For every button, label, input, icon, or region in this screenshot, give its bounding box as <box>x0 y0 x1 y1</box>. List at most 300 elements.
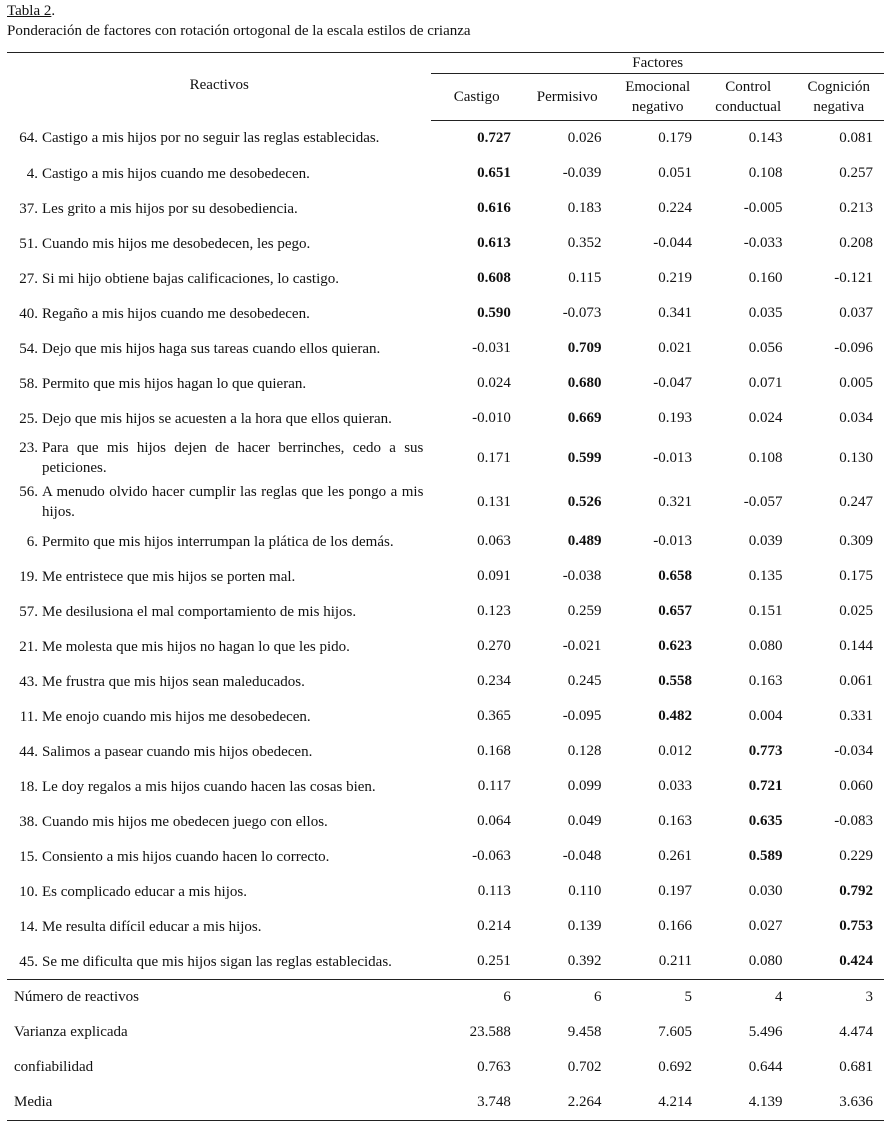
loading-cell <box>703 559 794 594</box>
loading-value: 0.175 <box>839 568 873 584</box>
table-row <box>7 594 884 629</box>
loading-value-primary: 0.608 <box>477 270 511 286</box>
loading-value: 0.257 <box>839 165 873 181</box>
item-statement: Dejo que mis hijos se acuesten a la hora que ellos quieran. <box>42 410 392 427</box>
loading-value: 0.135 <box>748 568 783 584</box>
loading-value: 0.261 <box>658 848 692 864</box>
item-cell <box>7 261 431 296</box>
summary-value: 7.605 <box>658 1024 692 1040</box>
loading-value: -0.021 <box>562 638 602 654</box>
summary-value: 5.496 <box>748 1024 783 1040</box>
header-factores: Factores <box>431 53 884 74</box>
loading-cell <box>522 121 613 157</box>
loading-cell <box>431 594 522 629</box>
loading-cell <box>793 261 884 296</box>
summary-value: 4.214 <box>612 1085 703 1121</box>
loading-cell <box>703 769 794 804</box>
loading-cell <box>612 629 703 664</box>
summary-value: 0.692 <box>658 1059 692 1075</box>
loading-cell <box>703 524 794 559</box>
summary-value: 23.588 <box>469 1024 511 1040</box>
item-text <box>7 164 431 184</box>
header-column <box>703 74 794 121</box>
header-column <box>612 74 703 121</box>
item-number: 58. <box>19 375 38 392</box>
header-reactivos: Reactivos <box>189 77 249 93</box>
item-text <box>7 882 431 902</box>
loading-cell <box>793 121 884 157</box>
loading-value: 0.049 <box>567 813 602 829</box>
loading-cell <box>793 594 884 629</box>
summary-row <box>7 980 884 1016</box>
loading-cell <box>612 769 703 804</box>
loading-cell <box>703 121 794 157</box>
item-number: 23. <box>19 440 38 456</box>
header-column-line: Emocional <box>625 79 691 95</box>
summary-value: 5 <box>612 980 703 1016</box>
item-statement: Me molesta que mis hijos no hagan lo que les pido. <box>42 638 350 655</box>
loading-value: 0.130 <box>839 449 873 466</box>
table-row <box>7 524 884 559</box>
loading-value: 0.025 <box>839 603 873 619</box>
item-cell <box>7 874 431 909</box>
loading-cell <box>431 436 522 480</box>
item-cell <box>7 839 431 874</box>
loading-value: 0.026 <box>567 130 602 146</box>
loading-value: 0.063 <box>477 533 511 549</box>
item-text <box>7 409 431 429</box>
loading-cell <box>612 226 703 261</box>
loading-cell <box>522 874 613 909</box>
loading-cell <box>431 156 522 191</box>
item-cell <box>7 559 431 594</box>
header-column <box>522 74 613 121</box>
loading-value: 0.197 <box>658 883 692 899</box>
loading-cell <box>522 331 613 366</box>
loading-cell <box>431 524 522 559</box>
loading-cell <box>703 331 794 366</box>
loading-value: 0.012 <box>658 743 692 759</box>
summary-label: Varianza explicada <box>14 1024 128 1040</box>
loading-value-primary: 0.482 <box>658 708 692 724</box>
table-label <box>7 3 55 20</box>
loading-value: 0.004 <box>748 708 783 724</box>
loading-value: 0.245 <box>567 673 602 689</box>
table-row <box>7 664 884 699</box>
loading-value: 0.051 <box>658 165 692 181</box>
loading-cell <box>793 944 884 980</box>
loading-value: 0.193 <box>658 410 692 426</box>
loading-value: 0.033 <box>658 778 692 794</box>
loading-cell <box>431 191 522 226</box>
item-text <box>7 777 431 797</box>
item-statement: Regaño a mis hijos cuando me desobedecen. <box>42 305 310 322</box>
loading-value: 0.224 <box>658 200 692 216</box>
item-number: 27. <box>19 270 38 287</box>
loading-value: -0.121 <box>834 270 873 286</box>
loading-cell <box>522 559 613 594</box>
item-statement: Permito que mis hijos interrumpan la plática de los demás. <box>42 533 394 550</box>
table-row <box>7 331 884 366</box>
item-cell <box>7 121 431 157</box>
loading-value-primary: 0.727 <box>477 130 511 146</box>
header-column-line: Permisivo <box>536 89 598 105</box>
loading-value-primary: 0.589 <box>748 848 783 864</box>
loading-cell <box>793 331 884 366</box>
loading-cell <box>522 226 613 261</box>
loading-cell <box>431 480 522 524</box>
item-text <box>7 374 431 394</box>
item-number: 43. <box>19 673 38 690</box>
loading-cell <box>793 839 884 874</box>
item-number: 38. <box>19 813 38 830</box>
item-text <box>7 234 431 254</box>
summary-value: 0.644 <box>748 1059 783 1075</box>
item-number: 51. <box>19 235 38 252</box>
loading-cell <box>612 944 703 980</box>
loading-cell <box>703 944 794 980</box>
table-caption: Ponderación de factores con rotación ortogonal de la escala estilos de crianza <box>7 23 471 39</box>
summary-value: 6 <box>522 980 613 1016</box>
loading-value: 0.123 <box>477 603 511 619</box>
table-row <box>7 366 884 401</box>
loading-value: -0.044 <box>653 235 692 251</box>
summary-value: 3.748 <box>431 1085 522 1121</box>
loading-cell <box>703 436 794 480</box>
loading-value: 0.091 <box>477 568 511 584</box>
item-number: 57. <box>19 603 38 620</box>
item-statement: Permito que mis hijos hagan lo que quieran. <box>42 375 307 392</box>
loading-value: 0.034 <box>839 410 873 426</box>
item-text <box>7 672 431 692</box>
loading-value: 0.321 <box>658 493 692 510</box>
item-statement: Me enojo cuando mis hijos me desobedecen. <box>42 708 311 725</box>
loading-cell <box>612 909 703 944</box>
loading-value: -0.034 <box>834 743 873 759</box>
loading-value: -0.063 <box>472 848 511 864</box>
item-cell <box>7 524 431 559</box>
table-row <box>7 699 884 734</box>
loading-cell <box>612 559 703 594</box>
item-number: 21. <box>19 638 38 655</box>
loading-value: 0.234 <box>477 673 511 689</box>
loading-cell <box>703 909 794 944</box>
item-text <box>7 742 431 762</box>
item-cell <box>7 769 431 804</box>
loading-value: -0.010 <box>472 410 511 426</box>
item-cell <box>7 226 431 261</box>
table-row <box>7 436 884 480</box>
loading-cell <box>703 156 794 191</box>
loading-value-primary: 0.489 <box>567 533 602 549</box>
loading-cell <box>612 436 703 480</box>
loading-value: 0.027 <box>748 918 783 934</box>
loading-value: -0.073 <box>562 305 602 321</box>
loading-cell <box>431 331 522 366</box>
table-row <box>7 874 884 909</box>
loading-cell <box>703 594 794 629</box>
loading-value: -0.033 <box>743 235 783 251</box>
loading-value: 0.179 <box>658 130 692 146</box>
item-statement: Castigo a mis hijos cuando me desobedecen. <box>42 165 310 182</box>
item-text <box>7 917 431 937</box>
loading-value: 0.110 <box>568 883 602 899</box>
item-text <box>7 482 431 522</box>
item-text <box>7 567 431 587</box>
loading-value: 0.080 <box>748 638 783 654</box>
loading-value-primary: 0.721 <box>748 778 783 794</box>
loading-cell <box>793 769 884 804</box>
loading-value: -0.083 <box>834 813 873 829</box>
loading-value: 0.024 <box>477 375 511 391</box>
loading-value: 0.213 <box>839 200 873 216</box>
loading-cell <box>431 559 522 594</box>
loading-cell <box>703 629 794 664</box>
item-text <box>7 532 431 552</box>
loading-cell <box>703 226 794 261</box>
loading-cell <box>522 769 613 804</box>
item-text <box>7 707 431 727</box>
loading-cell <box>793 629 884 664</box>
loading-value-primary: 0.613 <box>477 235 511 251</box>
loading-cell <box>703 480 794 524</box>
loading-value-primary: 0.526 <box>567 493 602 510</box>
loading-value: 0.163 <box>748 673 783 689</box>
item-number: 44. <box>19 743 38 760</box>
loading-cell <box>793 156 884 191</box>
loading-cell <box>612 839 703 874</box>
loading-value-primary: 0.753 <box>839 918 873 934</box>
loading-cell <box>612 261 703 296</box>
loading-cell <box>612 699 703 734</box>
loading-value: -0.013 <box>653 449 692 466</box>
loading-cell <box>612 331 703 366</box>
factor-loadings-table <box>7 52 884 1121</box>
loading-cell <box>612 734 703 769</box>
item-statement: Consiento a mis hijos cuando hacen lo correcto. <box>42 848 330 865</box>
loading-value: 0.139 <box>567 918 602 934</box>
loading-cell <box>522 436 613 480</box>
loading-cell <box>431 769 522 804</box>
item-statement: Me desilusiona el mal comportamiento de mis hijos. <box>42 603 357 620</box>
header-column <box>793 74 884 121</box>
loading-value: 0.108 <box>748 165 783 181</box>
loading-cell <box>522 366 613 401</box>
loading-value: 0.251 <box>477 953 511 969</box>
loading-value: 0.160 <box>748 270 783 286</box>
summary-value: 4.474 <box>839 1024 873 1040</box>
item-cell <box>7 296 431 331</box>
item-cell <box>7 331 431 366</box>
loading-cell <box>793 191 884 226</box>
table-label-suffix: . <box>51 3 56 19</box>
loading-value: 0.211 <box>658 953 692 969</box>
item-number: 64. <box>19 130 38 147</box>
loading-cell <box>793 874 884 909</box>
loading-value: 0.056 <box>748 340 783 356</box>
item-number: 56. <box>19 484 38 500</box>
loading-value: 0.099 <box>567 778 602 794</box>
loading-value: 0.021 <box>658 340 692 356</box>
loading-cell <box>431 699 522 734</box>
loading-cell <box>703 874 794 909</box>
item-cell <box>7 734 431 769</box>
loading-cell <box>612 594 703 629</box>
loading-value: 0.183 <box>567 200 602 216</box>
loading-cell <box>431 629 522 664</box>
header-column-line: conductual <box>715 99 782 115</box>
loading-cell <box>431 804 522 839</box>
summary-row <box>7 1085 884 1121</box>
table-row <box>7 629 884 664</box>
loading-value: -0.057 <box>743 493 783 510</box>
loading-cell <box>431 874 522 909</box>
item-statement: Le doy regalos a mis hijos cuando hacen las cosas bien. <box>42 778 376 795</box>
loading-cell <box>431 121 522 157</box>
table-header <box>7 53 884 121</box>
item-cell <box>7 594 431 629</box>
loading-value: 0.143 <box>748 130 783 146</box>
loading-cell <box>793 664 884 699</box>
loading-value: 0.081 <box>839 130 873 146</box>
item-cell <box>7 436 431 480</box>
summary-row <box>7 1015 884 1050</box>
item-cell <box>7 909 431 944</box>
item-text <box>7 438 431 478</box>
item-number: 14. <box>19 918 38 935</box>
loading-cell <box>793 909 884 944</box>
table-label-text: Tabla 2 <box>7 3 52 19</box>
item-statement: Si mi hijo obtiene bajas calificaciones, lo castigo. <box>42 270 340 287</box>
item-statement: Salimos a pasear cuando mis hijos obedecen. <box>42 743 313 760</box>
summary-value: 3 <box>793 980 884 1016</box>
loading-value: -0.031 <box>472 340 511 356</box>
loading-cell <box>612 121 703 157</box>
summary-value: 2.264 <box>522 1085 613 1121</box>
loading-cell <box>522 156 613 191</box>
loading-cell <box>703 366 794 401</box>
item-statement: Dejo que mis hijos haga sus tareas cuando ellos quieran. <box>42 340 381 357</box>
loading-cell <box>522 629 613 664</box>
loading-value-primary: 0.657 <box>658 603 692 619</box>
loading-value: 0.331 <box>839 708 873 724</box>
item-cell <box>7 480 431 524</box>
loading-value: 0.171 <box>477 449 511 466</box>
header-column-line: negativa <box>813 99 865 115</box>
loading-value: 0.005 <box>839 375 873 391</box>
loading-value: 0.309 <box>839 533 873 549</box>
item-statement: Se me dificulta que mis hijos sigan las reglas establecidas. <box>42 953 392 970</box>
loading-value: 0.131 <box>477 493 511 510</box>
loading-cell <box>612 156 703 191</box>
summary-label: Media <box>7 1085 431 1121</box>
item-cell <box>7 156 431 191</box>
item-text <box>7 269 431 289</box>
loading-cell <box>612 804 703 839</box>
header-column <box>431 74 522 121</box>
summary-row <box>7 1050 884 1085</box>
summary-value: 3.636 <box>793 1085 884 1121</box>
loading-cell <box>431 226 522 261</box>
loading-cell <box>612 191 703 226</box>
summary-label: Número de reactivos <box>7 980 431 1016</box>
loading-cell <box>522 909 613 944</box>
item-cell <box>7 804 431 839</box>
loading-value: 0.035 <box>748 305 783 321</box>
item-cell <box>7 699 431 734</box>
item-number: 40. <box>19 305 38 322</box>
loading-value-primary: 0.635 <box>748 813 783 829</box>
loading-value-primary: 0.792 <box>839 883 873 899</box>
loading-cell <box>431 296 522 331</box>
loading-value: 0.163 <box>658 813 692 829</box>
loading-cell <box>522 480 613 524</box>
loading-cell <box>793 226 884 261</box>
summary-value: 9.458 <box>567 1024 602 1040</box>
header-row-factores <box>7 53 884 74</box>
loading-value-primary: 0.658 <box>658 568 692 584</box>
loading-value: 0.113 <box>477 883 511 899</box>
loading-cell <box>793 559 884 594</box>
item-cell <box>7 944 431 980</box>
item-cell <box>7 191 431 226</box>
loading-value: 0.229 <box>839 848 873 864</box>
item-text <box>7 637 431 657</box>
loading-cell <box>522 401 613 436</box>
loading-cell <box>431 261 522 296</box>
loading-value: 0.166 <box>658 918 692 934</box>
item-number: 54. <box>19 340 38 357</box>
loading-cell <box>703 804 794 839</box>
loading-value: 0.352 <box>567 235 602 251</box>
loading-cell <box>793 699 884 734</box>
summary-value: 0.681 <box>839 1059 873 1075</box>
loading-value: 0.061 <box>839 673 873 689</box>
loading-cell <box>703 261 794 296</box>
summary-value: 6 <box>431 980 522 1016</box>
loading-cell <box>431 734 522 769</box>
loading-value: 0.168 <box>477 743 511 759</box>
loading-value: 0.128 <box>567 743 602 759</box>
loading-cell <box>612 296 703 331</box>
loading-value: 0.392 <box>567 953 602 969</box>
loading-cell <box>431 366 522 401</box>
loading-cell <box>522 839 613 874</box>
loading-cell <box>612 874 703 909</box>
loading-value: -0.039 <box>562 165 602 181</box>
loading-cell <box>431 944 522 980</box>
loading-value: 0.341 <box>658 305 692 321</box>
summary-value: 4 <box>703 980 794 1016</box>
table-row <box>7 121 884 157</box>
item-number: 25. <box>19 410 38 427</box>
loading-value: 0.064 <box>477 813 511 829</box>
loading-cell <box>522 296 613 331</box>
item-statement: Me resulta difícil educar a mis hijos. <box>42 918 262 935</box>
item-cell <box>7 401 431 436</box>
loading-cell <box>522 804 613 839</box>
loading-cell <box>522 664 613 699</box>
loading-cell <box>793 524 884 559</box>
loading-value: 0.208 <box>839 235 873 251</box>
loading-cell <box>793 296 884 331</box>
loading-value: 0.259 <box>567 603 602 619</box>
header-column-line: Castigo <box>453 89 500 105</box>
loading-value: 0.080 <box>748 953 783 969</box>
loading-cell <box>431 664 522 699</box>
loading-value: 0.214 <box>477 918 511 934</box>
table-row <box>7 909 884 944</box>
